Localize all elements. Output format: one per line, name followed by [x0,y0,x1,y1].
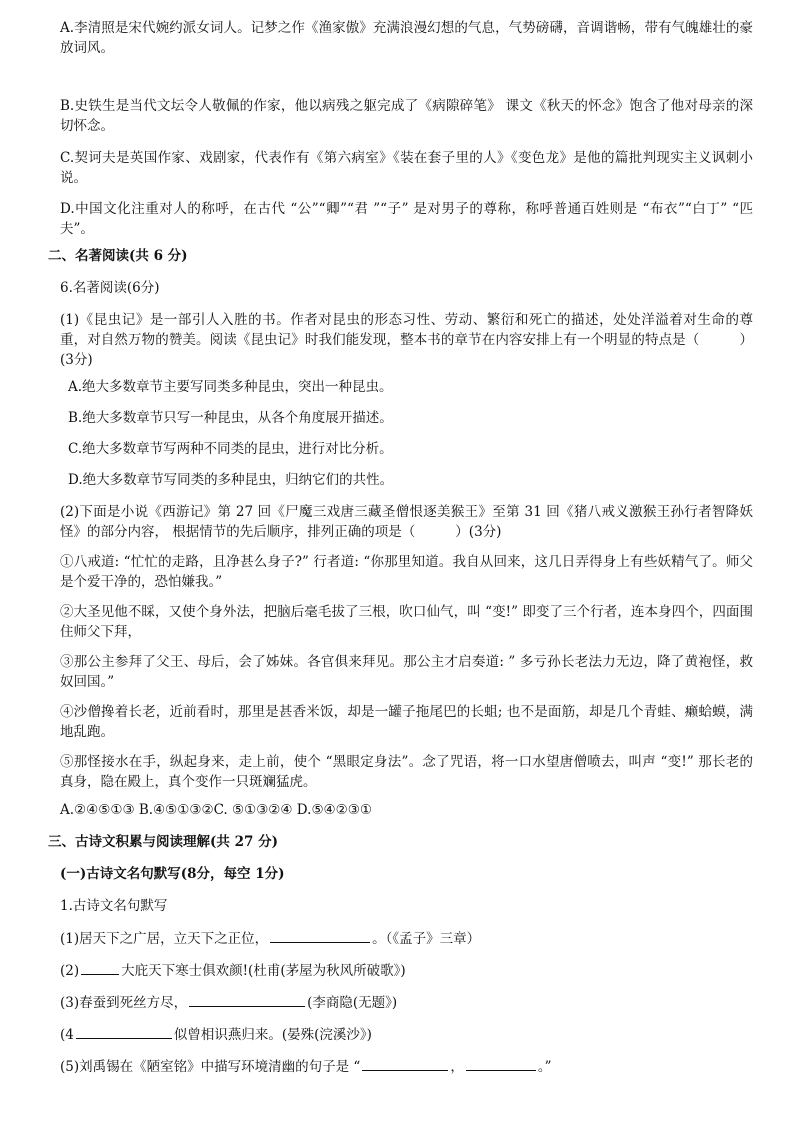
dictation-item-2-after: 大庇天下寒士俱欢颜!(杜甫(茅屋为秋风所破歌》) [121,963,406,979]
answer-blank[interactable] [189,992,305,1007]
q6-1-score: ）(3分) [60,332,754,368]
answer-blank[interactable] [362,1056,448,1071]
section-3-sub-heading: (一)古诗文名句默写(8分，每空 1分) [60,866,285,882]
q5-option-c: C.契诃夫是英国作家、戏剧家，代表作有《第六病室》《装在套子里的人》《变色龙》是他的篇批判现实主义讽刺小说。 [60,150,753,186]
passage-2: ②大圣见他不睬，又使个身外法，把脑后毫毛拔了三根，吹口仙气，叫 “变!” 即变了三个行者，连本身四个，四面围住师父下拜， [60,604,753,640]
answer-blank[interactable] [466,1056,536,1071]
answer-blank[interactable] [81,960,119,975]
dictation-item-3-after: (李商隐(无题》) [307,995,398,1011]
dictation-item-2 [60,960,753,981]
dictation-item-3 [60,992,753,1013]
section-3-heading: 三、古诗文积累与阅读理解(共 27 分) [48,834,278,850]
q6-2-score: ）(3分) [455,524,502,540]
q6-1-option-a: A.绝大多数章节主要写同类多种昆虫，突出一种昆虫。 [68,379,393,395]
passage-1: ①八戒道: “忙忙的走路，且净甚么身子?” 行者道: “你那里知道。我自从回来，这几日弄得身上有些妖精气了。师父是个爱干净的，恐怕嫌我。” [60,554,753,590]
dictation-item-4 [60,1024,753,1045]
passage-3: ③那公主参拜了父王、母后，会了姊妹。各官俱来拜见。那公主才启奏道: ” 多亏孙长老法力无边，降了黄袍怪，救奴回国。” [60,654,753,690]
dictation-item-1 [60,928,753,949]
dictation-item-1-before: (1)居天下之广居，立天下之正位， [60,931,269,947]
q6-1-option-d: D.绝大多数章节写同类的多种昆虫，归纳它们的共性。 [68,472,394,488]
question-6-title: 6.名著阅读(6分) [60,280,160,296]
dictation-item-2-before: (2) [60,963,80,979]
dictation-item-1-after: 。（《孟子》三章） [372,931,481,947]
dictation-item-5 [60,1056,753,1077]
q5-option-a: A.李清照是宋代婉约派女词人。记梦之作《渔家傲》充满浪漫幻想的气息，气势磅礴，音调谐畅，带有气魄雄壮的豪放词风。 [60,20,753,56]
answer-blank[interactable] [76,1024,172,1039]
dictation-item-4-before: (4 [60,1027,74,1043]
q6-1-option-c: C.绝大多数章节写两种不同类的昆虫，进行对比分析。 [68,441,393,457]
dictation-item-4-after: 似曾相识燕归来。(晏殊(浣溪沙》) [173,1027,372,1043]
q5-option-d: D.中国文化注重对人的称呼，在古代 “公”“卿”“君 ”“子” 是对男子的尊称，称呼普通百姓则是 “布衣”“白丁” “匹夫”。 [60,201,753,237]
q6-2-stem-text: (2)下面是小说《西游记》第 27 回《尸魔三戏唐三藏圣僧恨逐美猴王》至第 31 回《猪八戒义激猴王孙行者智降妖怪》的部分内容， 根据情节的先后顺序，排列正确的项是（ [60,504,753,540]
q6-1-option-b: B.绝大多数章节只写一种昆虫，从各个角度展开描述。 [68,410,393,426]
dictation-item-5-mid: ， [450,1059,464,1075]
q6-2-options: A.②④⑤①③ B.④⑤①③②C. ⑤①③②④ D.⑤④②③① [60,802,372,818]
section-2-heading: 二、名著阅读(共 6 分) [48,248,188,264]
question-1-title: 1.古诗文名句默写 [60,898,168,914]
dictation-item-5-before: (5)刘禹锡在《陋室铭》中描写环境清幽的句子是 “ [60,1059,361,1075]
q5-option-b: B.史铁生是当代文坛令人敬佩的作家，他以病残之躯完成了《病隙碎笔》 课文《秋天的怀念》饱含了他对母亲的深切怀念。 [60,98,753,134]
q6-1-stem [60,310,753,370]
answer-blank[interactable] [270,928,370,943]
q6-1-stem-text: (1)《昆虫记》是一部引人入胜的书。作者对昆虫的形态习性、劳动、繁衍和死亡的描述，处处洋溢着对生命的尊重，对自然万物的赞美。阅读《昆虫记》时我们能发现，整本书的章节在内容安排上有一个明显的特点是（ [60,312,753,348]
q6-2-stem [60,502,753,542]
dictation-item-5-after: 。” [537,1059,552,1075]
passage-5: ⑤那怪接水在手，纵起身来，走上前，使个 “黑眼定身法”。念了咒语，将一口水望唐僧喷去，叫声 “变!” 那长老的真身，隐在殿上，真个变作一只斑斓猛虎。 [60,754,753,790]
passage-4: ④沙僧搀着长老，近前看时，那里是甚香米饭，却是一罐子拖尾巴的长蛆; 也不是面筋，却是几个青蛙、癞蛤蟆，满地乱跑。 [60,704,753,740]
dictation-item-3-before: (3)春蚕到死丝方尽， [60,995,188,1011]
